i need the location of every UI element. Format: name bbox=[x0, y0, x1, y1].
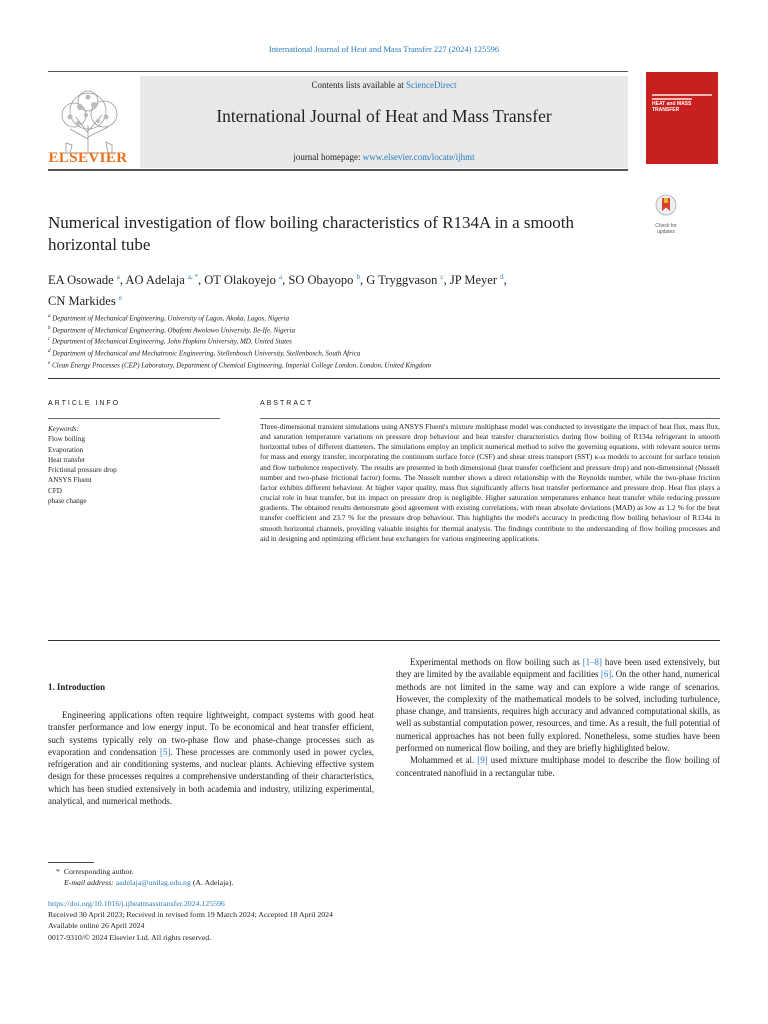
available-online: Available online 26 April 2024 bbox=[48, 921, 145, 931]
author-name: SO Obayopo bbox=[288, 273, 354, 288]
text: used mixture multiphase model to describe the flow boiling of concentrated nanofluid in a rectangular tube. bbox=[396, 755, 721, 778]
divider bbox=[48, 418, 220, 419]
author[interactable] bbox=[48, 273, 120, 287]
running-head[interactable]: International Journal of Heat and Mass Transfer 227 (2024) 125596 bbox=[268, 44, 500, 54]
affiliation-mark: e bbox=[48, 360, 51, 366]
bookmark-icon bbox=[655, 194, 677, 218]
publication-meta bbox=[48, 898, 448, 943]
text: Engineering applications often require lightweight, compact systems with good heat transfer performance and low energy input. To be economical and heat transfer efficient, such systems typically rely on two-phase flow and phase-change processes such as evaporation and condensation bbox=[48, 710, 374, 757]
text: Mohammed et al. bbox=[410, 755, 478, 766]
journal-homepage-link[interactable]: www.elsevier.com/locate/ijhmt bbox=[362, 152, 475, 162]
affiliation bbox=[48, 335, 728, 347]
author-name: EA Osowade bbox=[48, 273, 114, 288]
affiliation-text: Department of Mechanical Engineering, John Hopkins University, MD, United States bbox=[51, 337, 292, 346]
keywords-label: Keywords: bbox=[48, 425, 79, 433]
author[interactable] bbox=[450, 273, 504, 287]
corresponding-author-note bbox=[48, 866, 408, 877]
author-name: G Tryggvason bbox=[366, 273, 438, 288]
author[interactable] bbox=[204, 273, 282, 287]
author[interactable] bbox=[125, 273, 198, 287]
author-affiliation-mark[interactable]: a bbox=[279, 273, 283, 281]
masthead-bottom-rule bbox=[48, 169, 628, 171]
footnote-text: Corresponding author. bbox=[63, 867, 134, 876]
author-affiliation-mark[interactable]: d bbox=[500, 273, 504, 281]
author-affiliation-mark[interactable]: c bbox=[440, 273, 444, 281]
journal-cover-thumbnail[interactable] bbox=[646, 72, 718, 164]
body-column-left bbox=[48, 709, 374, 807]
keyword: ANSYS Fluent bbox=[48, 476, 92, 485]
footnote-mark: * bbox=[56, 867, 60, 876]
affiliation-mark: b bbox=[48, 325, 51, 331]
email-owner: (A. Adelaja). bbox=[192, 878, 234, 888]
author-list: EA Osowade $^a$, AO Adelaja $^{a, *}$, OT Olakoyejo $^a$, SO Obayopo $^b$, G Tryggvason $^c$, JP Meyer $^d$, CN Markides $^e$ bbox=[48, 273, 507, 309]
author-affiliation-mark[interactable]: e bbox=[118, 294, 122, 303]
abstract-heading: ABSTRACT bbox=[260, 400, 314, 407]
citation-link[interactable]: [5] bbox=[159, 746, 171, 757]
keyword: phase change bbox=[48, 497, 87, 506]
text: . These processes are commonly used in power cycles, refrigeration and air conditioning systems, and nuclear plants. Achieving effective system design for these processes requires a comprehensive understanding of their characteristics, which has been studied extensively in both academia and industry, utilizing experimental, analytical, and numerical methods. bbox=[48, 746, 374, 807]
keyword: Heat transfer bbox=[48, 455, 86, 464]
doi-link[interactable]: https://doi.org/10.1016/j.ijheatmasstransfer.2024.125596 bbox=[48, 899, 225, 908]
affiliation bbox=[48, 324, 728, 336]
sciencedirect-link[interactable]: ScienceDirect bbox=[406, 80, 457, 90]
author[interactable] bbox=[366, 273, 443, 287]
affiliation-text: Department of Mechanical and Mechatronic Engineering, Stellenbosch University, Stellenbosch, South Africa bbox=[52, 349, 361, 358]
affiliation-list bbox=[48, 312, 728, 371]
paragraph bbox=[396, 754, 720, 779]
citation-link[interactable]: [9] bbox=[477, 755, 488, 766]
divider bbox=[260, 418, 720, 419]
email-label: E-mail address: bbox=[64, 878, 114, 888]
homepage-prefix: journal homepage: bbox=[293, 152, 363, 162]
article-info-heading: ARTICLE INFO bbox=[48, 400, 121, 407]
footnote-rule bbox=[48, 862, 94, 863]
homepage-line bbox=[140, 152, 628, 162]
masthead-top-rule bbox=[48, 71, 628, 72]
elsevier-wordmark: ELSEVIER bbox=[48, 150, 128, 166]
affiliation-text: Department of Mechanical Engineering, University of Lagos, Akoka, Lagos, Nigeria bbox=[52, 314, 290, 323]
affiliation-text: Clean Energy Processes (CEP) Laboratory, Department of Chemical Engineering, Imperial College London, London, United Kingdom bbox=[51, 361, 431, 370]
check-for-updates-badge[interactable] bbox=[648, 194, 684, 234]
author-name: OT Olakoyejo bbox=[204, 273, 276, 288]
footnotes bbox=[48, 866, 408, 889]
author-name: AO Adelaja bbox=[125, 273, 185, 288]
author-affiliation-mark[interactable]: a, * bbox=[187, 273, 199, 281]
author-name: CN Markides bbox=[48, 294, 116, 309]
author[interactable] bbox=[48, 294, 122, 308]
affiliation bbox=[48, 359, 728, 371]
divider bbox=[48, 378, 720, 379]
author[interactable] bbox=[288, 273, 360, 287]
contents-prefix: Contents lists available at bbox=[311, 80, 406, 90]
section-heading-introduction: 1. Introduction bbox=[48, 682, 106, 692]
email-note bbox=[48, 877, 408, 888]
citation-link[interactable]: [1–8] bbox=[582, 657, 602, 667]
cover-title: HEAT and MASS TRANSFER bbox=[652, 101, 692, 113]
journal-name: International Journal of Heat and Mass Transfer bbox=[216, 106, 552, 126]
keywords-block bbox=[48, 424, 228, 506]
author-name: JP Meyer bbox=[449, 273, 497, 288]
keyword: Flow boiling bbox=[48, 435, 85, 444]
divider bbox=[48, 640, 720, 641]
contents-line bbox=[140, 80, 628, 90]
email-link[interactable]: aadelaja@unilag.edu.ng bbox=[115, 878, 191, 888]
article-title: Numerical investigation of flow boiling characteristics of R134A in a smooth horizontal tube bbox=[48, 213, 574, 254]
author-affiliation-mark[interactable]: b bbox=[356, 273, 360, 281]
keyword: CFD bbox=[48, 486, 62, 495]
text: have been used extensively, but they are limited by the available equipment and facilities bbox=[396, 657, 720, 680]
affiliation-mark: d bbox=[48, 349, 51, 355]
abstract-text: Three-dimensional transient simulations using ANSYS Fluent's mixture multiphase model was conducted to investigate the impact of heat flux, mass flux, and saturation temperature variations on pressure drop behaviour and heat transfer characteristics during flow boiling of R134a refrigerant in smooth horizontal tubes of different diameters. The simulations employ an implicit numerical method to solve the governing equations, with relevant source terms for mass and energy transfer, incorporating the continuum surface force (CSF) and shear stress transport (SST) κ-ω models to account for surface tension and flow turbulence respectively. The results are presented in both dimensional (heat transfer coefficient and pressure drop) and non-dimensional (Nusselt number and two-phase frictional factor) forms. The Nusselt number shows a direct relationship with the Reynolds number, while the two-phase friction factor exhibits different behaviour. At higher vapor quality, mass flux significantly affects heat transfer performance and pressure drop. Heat flux plays a crucial role in heat transfer, but its impact on pressure drop is negligible. Higher saturation temperatures enhance heat transfer while reducing pressure gradients. The obtained results demonstrate good agreement with existing correlations, with mean absolute deviations (MAD) as low as 1.2 % for the heat transfer coefficient and 23.7 % for the pressure drop behaviour. This highlights the model's accuracy in predicting flow boiling behaviour of R134a in smooth horizontal channels, providing valuable insights for thermal analysis. The findings contribute to the understanding of flow boiling processes and aid in designing and optimizing efficient heat exchangers for various engineering applications. bbox=[260, 422, 720, 543]
keyword-list bbox=[48, 434, 228, 506]
keyword: Evaporation bbox=[48, 445, 84, 454]
text: . On the other hand, numerical methods are not limited in the same way and can explore a wide range of scenarios. However, the complexity of the mathematical models to be solved, including turbulence, phase change, and transients, requires high accuracy and advanced computational skills, as well as substantial computation power, resources, and time. As a result, the full potential of numerical approaches has not been fully explored. Nonetheless, some studies have been performed on numerical flow boiling, and they are briefly highlighted below. bbox=[396, 669, 720, 754]
affiliation-mark: a bbox=[48, 314, 51, 319]
paragraph bbox=[48, 709, 374, 807]
check-for-updates-label: Check for updates bbox=[655, 223, 677, 235]
keyword: Frictional pressure drop bbox=[48, 466, 117, 475]
affiliation-text: Department of Mechanical Engineering, Obafemi Awolowo University, Ile-Ife, Nigeria bbox=[52, 326, 295, 335]
text: Experimental methods on flow boiling such as bbox=[410, 657, 583, 667]
citation-link[interactable]: [6] bbox=[600, 669, 612, 680]
copyright: 0017-9310/© 2024 Elsevier Ltd. All rights reserved. bbox=[48, 932, 212, 942]
body-column-right bbox=[396, 656, 720, 779]
affiliation-mark: c bbox=[48, 337, 51, 343]
author-affiliation-mark[interactable]: a bbox=[116, 273, 120, 281]
paragraph bbox=[396, 656, 720, 754]
affiliation bbox=[48, 312, 728, 324]
received-dates: Received 30 April 2023; Received in revised form 19 March 2024; Accepted 18 April 2024 bbox=[48, 910, 333, 920]
affiliation bbox=[48, 347, 728, 359]
